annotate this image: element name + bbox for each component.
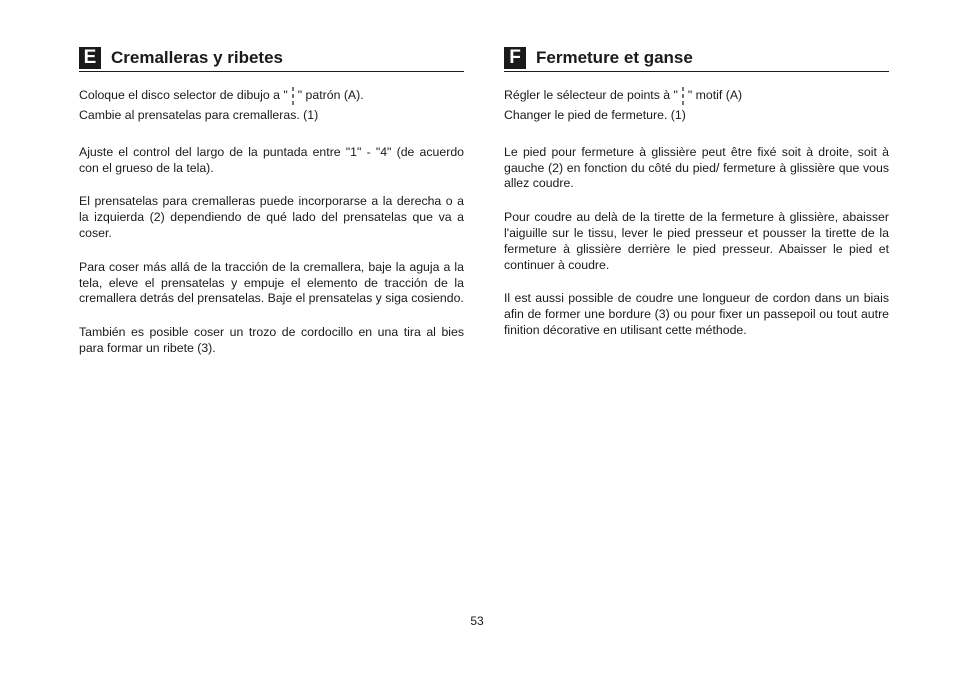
section-french [504, 46, 889, 339]
instruction-text-after-icon: " motif (A) [687, 88, 743, 102]
instruction-text-after-icon: " patrón (A). [297, 88, 364, 102]
language-badge-f: F [504, 47, 526, 69]
section-header-french [504, 46, 889, 72]
page-number: 53 [470, 614, 484, 628]
section-header-spanish [79, 46, 464, 72]
instruction-line-selector [79, 87, 464, 105]
section-title-french: Fermeture et ganse [536, 48, 693, 67]
section-spanish [79, 46, 464, 357]
paragraph-foot-position: El prensatelas para cremalleras puede incorporarse a la derecha o a la izquierda (2) dependiendo de qué lado del prensatelas que va a coser. [79, 194, 464, 240]
instruction-line-foot: Cambie al prensatelas para cremalleras. (1) [79, 108, 319, 122]
instruction-line-foot: Changer le pied de fermeture. (1) [504, 108, 686, 122]
paragraph-sewing-past-pull: Pour coudre au delà de la tirette de la fermeture à glissière, abaisser l'aiguille sur le tissu, lever le pied presseur et pousser la tirette de la fermeture à glissière derrière le pied presseur. Abaisser le pied et continuer à coudre. [504, 210, 889, 272]
language-badge-e: E [79, 47, 101, 69]
straight-stitch-icon [679, 87, 687, 105]
paragraph-cording: Il est aussi possible de coudre une longueur de cordon dans un biais afin de former une bordure (3) ou pour fixer un passepoil ou tout autre finition décorative en utilisant cette méthode. [504, 291, 889, 337]
straight-stitch-icon [289, 87, 297, 105]
instruction-text-before-icon: Régler le sélecteur de points à " [504, 88, 678, 102]
paragraph-cording: También es posible coser un trozo de cordocillo en una tira al bies para formar un ribete (3). [79, 325, 464, 355]
instruction-text-before-icon: Coloque el disco selector de dibujo a " [79, 88, 288, 102]
instruction-line-selector [504, 87, 889, 105]
paragraph-foot-position: Le pied pour fermeture à glissière peut être fixé soit à droite, soit à gauche (2) en fonction du côté du pied/ fermeture à glissière que vous allez coudre. [504, 144, 889, 191]
section-title-spanish: Cremalleras y ribetes [111, 48, 283, 67]
paragraph-sewing-past-pull: Para coser más allá de la tracción de la cremallera, baje la aguja a la tela, eleve el prensatelas y empuje el elemento de tracción de la cremallera detrás del prensatelas. Baje el prensatelas y siga cosiendo. [79, 259, 464, 306]
paragraph-stitch-length: Ajuste el control del largo de la puntada entre "1" - "4" (de acuerdo con el grueso de la tela). [79, 144, 464, 175]
